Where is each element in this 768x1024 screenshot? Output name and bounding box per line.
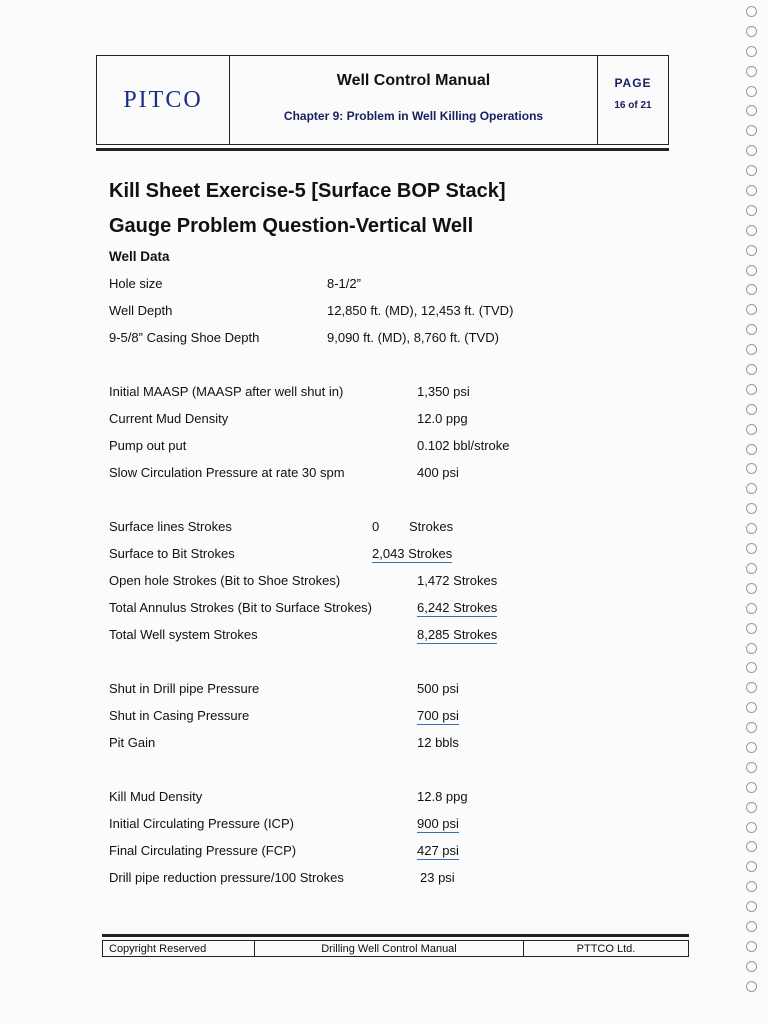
well-data-heading: Well Data xyxy=(109,249,170,264)
data-row: Total Annulus Strokes (Bit to Surface Strokes) 6,242 Strokes xyxy=(109,600,498,615)
data-row: Surface to Bit Strokes 2,043 Strokes xyxy=(109,546,453,561)
page-indicator xyxy=(598,56,668,144)
data-row: 9-5/8” Casing Shoe Depth 9,090 ft. (MD), 8,760 ft. (TVD) xyxy=(109,330,499,345)
exercise-title: Kill Sheet Exercise-5 [Surface BOP Stack] xyxy=(109,180,506,202)
header-divider xyxy=(96,148,669,151)
header-title-cell xyxy=(230,56,598,144)
data-row: Final Circulating Pressure (FCP) 427 psi xyxy=(109,843,459,858)
data-row: Initial MAASP (MAASP after well shut in) 1,350 psi xyxy=(109,384,470,399)
data-row: Slow Circulation Pressure at rate 30 spm 400 psi xyxy=(109,465,459,480)
data-row: Initial Circulating Pressure (ICP) 900 psi xyxy=(109,816,459,831)
data-row: Well Depth 12,850 ft. (MD), 12,453 ft. (TVD) xyxy=(109,303,514,318)
manual-title: Well Control Manual xyxy=(336,72,491,89)
footer-manual-name: Drilling Well Control Manual xyxy=(255,941,524,956)
data-row: Pump out put 0.102 bbl/stroke xyxy=(109,438,510,453)
data-row: Open hole Strokes (Bit to Shoe Strokes) 1,472 Strokes xyxy=(109,573,498,588)
data-row: Shut in Drill pipe Pressure 500 psi xyxy=(109,681,459,696)
footer-divider xyxy=(102,934,689,937)
chapter-title: Chapter 9: Problem in Well Killing Operations xyxy=(283,109,544,123)
data-row: Total Well system Strokes 8,285 Strokes xyxy=(109,627,498,642)
data-row: Surface lines Strokes 0 Strokes xyxy=(109,519,454,534)
footer-company: PTTCO Ltd. xyxy=(576,942,636,955)
page-footer xyxy=(102,940,689,957)
data-row: Drill pipe reduction pressure/100 Strokes 23 psi xyxy=(109,870,455,885)
page-header xyxy=(96,55,669,145)
page-number: 16 of 21 xyxy=(614,100,652,111)
page-label: PAGE xyxy=(614,76,652,90)
data-row: Shut in Casing Pressure 700 psi xyxy=(109,708,459,723)
data-row: Pit Gain 12 bbls xyxy=(109,735,459,750)
data-row: Kill Mud Density 12.8 ppg xyxy=(109,789,468,804)
exercise-subtitle: Gauge Problem Question-Vertical Well xyxy=(109,215,474,237)
company-logo: PITCO xyxy=(97,56,230,144)
data-row: Current Mud Density 12.0 ppg xyxy=(109,411,468,426)
data-row: Hole size 8-1/2” xyxy=(109,276,361,291)
footer-copyright: Copyright Reserved xyxy=(103,941,255,956)
